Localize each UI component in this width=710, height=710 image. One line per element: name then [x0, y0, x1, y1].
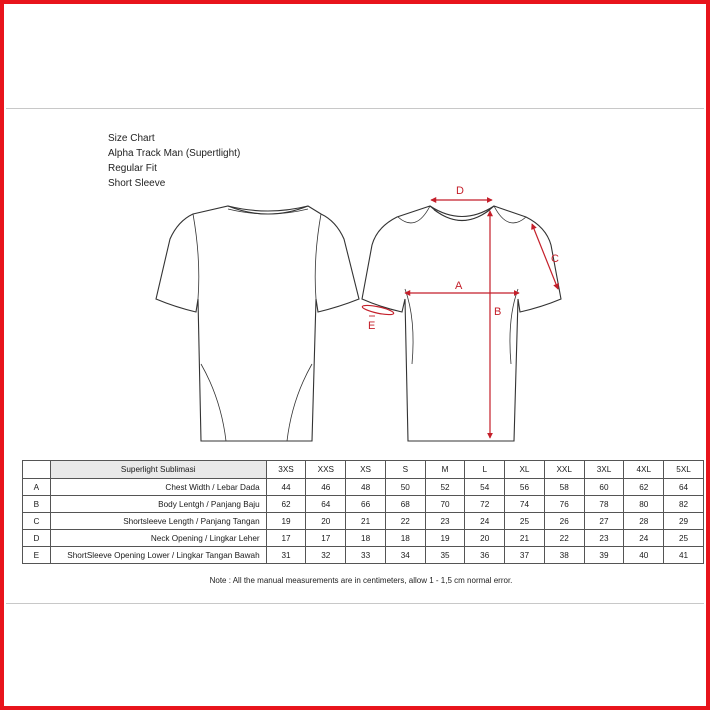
size-header-4xl: 4XL [624, 461, 664, 479]
table-row [23, 479, 704, 496]
size-table-body [23, 479, 704, 564]
value-cell: 21 [505, 530, 545, 547]
measurement-name-cell: Shortsleeve Length / Panjang Tangan [50, 513, 266, 530]
value-cell: 28 [624, 513, 664, 530]
value-cell: 46 [306, 479, 346, 496]
tshirt-measurement-diagram [6, 169, 704, 449]
size-header-5xl: 5XL [664, 461, 704, 479]
value-cell: 17 [306, 530, 346, 547]
dimension-e-label: E [368, 320, 376, 332]
value-cell: 64 [664, 479, 704, 496]
measurement-name-cell: Chest Width / Lebar Dada [50, 479, 266, 496]
value-cell: 22 [385, 513, 425, 530]
value-cell: 50 [385, 479, 425, 496]
value-cell: 20 [306, 513, 346, 530]
size-table-header-row [23, 461, 704, 479]
dimension-c-label: C [551, 253, 559, 265]
size-header-l: L [465, 461, 505, 479]
value-cell: 26 [544, 513, 584, 530]
value-cell: 66 [346, 496, 386, 513]
size-header-3xs: 3XS [266, 461, 306, 479]
value-cell: 60 [584, 479, 624, 496]
value-cell: 40 [624, 547, 664, 564]
fit-line: Regular Fit [108, 163, 157, 174]
size-header-s: S [385, 461, 425, 479]
table-row [23, 496, 704, 513]
value-cell: 34 [385, 547, 425, 564]
value-cell: 23 [425, 513, 465, 530]
row-id-cell: C [23, 513, 51, 530]
size-header-xxl: XXL [544, 461, 584, 479]
size-header-3xl: 3XL [584, 461, 624, 479]
value-cell: 36 [465, 547, 505, 564]
value-cell: 64 [306, 496, 346, 513]
sleeve-line: Short Sleeve [108, 178, 166, 189]
size-header-xl: XL [505, 461, 545, 479]
value-cell: 74 [505, 496, 545, 513]
measurement-note: Note : All the manual measurements are in centimeters, allow 1 - 1,5 cm normal error. [209, 576, 513, 585]
measurement-lines [362, 200, 558, 438]
value-cell: 78 [584, 496, 624, 513]
value-cell: 70 [425, 496, 465, 513]
value-cell: 62 [266, 496, 306, 513]
value-cell: 58 [544, 479, 584, 496]
measurement-name-cell: ShortSleeve Opening Lower / Lingkar Tangan Bawah [50, 547, 266, 564]
row-id-cell: A [23, 479, 51, 496]
value-cell: 52 [425, 479, 465, 496]
value-cell: 38 [544, 547, 584, 564]
row-id-cell: B [23, 496, 51, 513]
product-name-line: Alpha Track Man (Supertlight) [108, 148, 241, 159]
value-cell: 19 [266, 513, 306, 530]
size-header-xs: XS [346, 461, 386, 479]
tshirt-front-view [362, 206, 561, 441]
tshirt-back-view [156, 206, 359, 441]
row-id-cell: E [23, 547, 51, 564]
size-table [22, 460, 704, 564]
size-header-m: M [425, 461, 465, 479]
size-header-xxs: XXS [306, 461, 346, 479]
value-cell: 62 [624, 479, 664, 496]
table-row [23, 530, 704, 547]
value-cell: 76 [544, 496, 584, 513]
value-cell: 29 [664, 513, 704, 530]
value-cell: 18 [346, 530, 386, 547]
dimension-a-label: A [455, 280, 463, 292]
value-cell: 24 [465, 513, 505, 530]
value-cell: 19 [425, 530, 465, 547]
value-cell: 27 [584, 513, 624, 530]
value-cell: 39 [584, 547, 624, 564]
table-corner-cell [23, 461, 51, 479]
value-cell: 82 [664, 496, 704, 513]
product-header-cell: Superlight Sublimasi [50, 461, 266, 479]
value-cell: 33 [346, 547, 386, 564]
value-cell: 32 [306, 547, 346, 564]
value-cell: 48 [346, 479, 386, 496]
dimension-b-label: B [494, 306, 502, 318]
title-line: Size Chart [108, 133, 155, 144]
value-cell: 17 [266, 530, 306, 547]
value-cell: 72 [465, 496, 505, 513]
value-cell: 24 [624, 530, 664, 547]
value-cell: 31 [266, 547, 306, 564]
value-cell: 23 [584, 530, 624, 547]
table-row [23, 513, 704, 530]
row-id-cell: D [23, 530, 51, 547]
value-cell: 37 [505, 547, 545, 564]
value-cell: 80 [624, 496, 664, 513]
measurement-name-cell: Neck Opening / Lingkar Leher [50, 530, 266, 547]
value-cell: 68 [385, 496, 425, 513]
value-cell: 41 [664, 547, 704, 564]
value-cell: 20 [465, 530, 505, 547]
table-row [23, 547, 704, 564]
value-cell: 54 [465, 479, 505, 496]
value-cell: 25 [505, 513, 545, 530]
value-cell: 22 [544, 530, 584, 547]
value-cell: 56 [505, 479, 545, 496]
dimension-d-label: D [456, 185, 464, 197]
value-cell: 44 [266, 479, 306, 496]
measurement-name-cell: Body Lentgh / Panjang Baju [50, 496, 266, 513]
value-cell: 21 [346, 513, 386, 530]
value-cell: 35 [425, 547, 465, 564]
value-cell: 18 [385, 530, 425, 547]
size-chart-card [6, 108, 704, 604]
value-cell: 25 [664, 530, 704, 547]
